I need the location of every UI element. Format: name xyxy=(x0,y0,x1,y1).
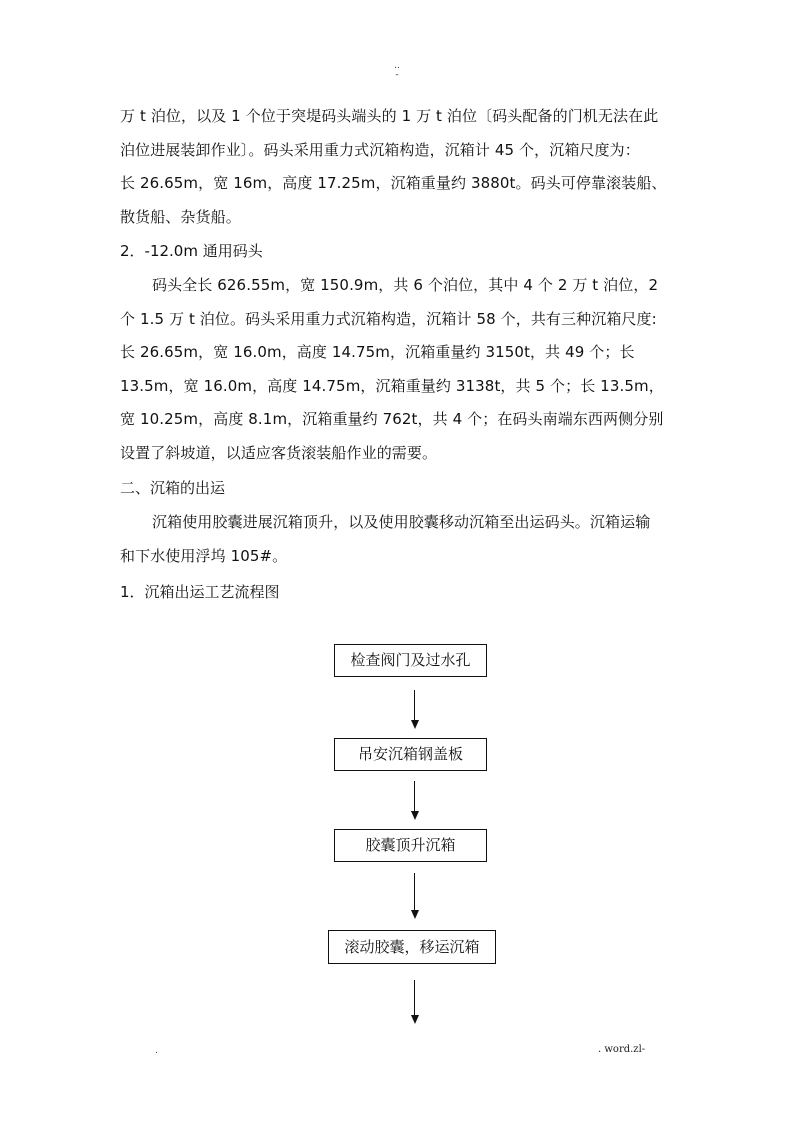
paragraph-line: 散货船、杂货船。 xyxy=(120,207,241,226)
paragraph-line: 和下水使用浮坞 105#。 xyxy=(120,546,288,565)
flow-arrow-down-icon xyxy=(412,690,418,730)
subsection2-paragraph xyxy=(120,269,680,470)
flowchart-heading: 1．沉箱出运工艺流程图 xyxy=(120,583,280,601)
footer-right-text: . word.zl- xyxy=(598,1044,646,1055)
flow-step-roll-move-caisson: 滚动胶囊，移运沉箱 xyxy=(328,930,496,964)
flow-arrow-down-icon xyxy=(412,781,418,821)
paragraph-line: 长 26.65m，宽 16.0m，高度 14.75m，沉箱重量约 3150t，共 49 个；长 xyxy=(120,343,635,361)
paragraph-line: 设置了斜坡道，以适应客货滚装船作业的需要。 xyxy=(120,443,438,462)
paragraph-line: 泊位进展装卸作业〕。码头采用重力式沉箱构造，沉箱计 45 个，沉箱尺度为： xyxy=(120,140,640,159)
flow-step-check-valves: 检查阀门及过水孔 xyxy=(334,644,487,677)
paragraph-line: 万 t 泊位，以及 1 个位于突堤码头端头的 1 万 t 泊位〔码头配备的门机无法在此 xyxy=(120,107,659,125)
paragraph-line: 宽 10.25m，高度 8.1m，沉箱重量约 762t，共 4 个；在码头南端东西两侧分别 xyxy=(120,410,664,428)
paragraph-line: 码头全长 626.55m，宽 150.9m，共 6 个泊位，其中 4 个 2 万 t 泊位，2 xyxy=(152,276,659,294)
paragraph-line: 沉箱使用胶囊进展沉箱顶升，以及使用胶囊移动沉箱至出运码头。沉箱运输 xyxy=(152,513,651,531)
subsection-heading: 2．-12.0m 通用码头 xyxy=(120,242,263,260)
flow-arrow-down-icon xyxy=(412,873,418,921)
header-mark: .. - xyxy=(394,61,400,80)
paragraph-line: 个 1.5 万 t 泊位。码头采用重力式沉箱构造，沉箱计 58 个，共有三种沉箱尺度: xyxy=(120,309,657,328)
section-heading: 二、沉箱的出运 xyxy=(120,479,226,497)
flow-step-install-cover: 吊安沉箱钢盖板 xyxy=(334,738,487,771)
flow-step-lift-caisson: 胶囊顶升沉箱 xyxy=(334,829,487,862)
paragraph-line: 13.5m，宽 16.0m，高度 14.75m，沉箱重量约 3138t，共 5 个；长 13.5m， xyxy=(120,376,664,395)
flow-arrow-down-icon xyxy=(412,980,418,1026)
section1-paragraph xyxy=(120,100,680,234)
paragraph-line: 长 26.65m，宽 16m，高度 17.25m，沉箱重量约 3880t。码头可停靠滚装船、 xyxy=(120,174,667,192)
footer-left-mark: . xyxy=(155,1046,158,1056)
caisson-paragraph xyxy=(120,506,680,573)
